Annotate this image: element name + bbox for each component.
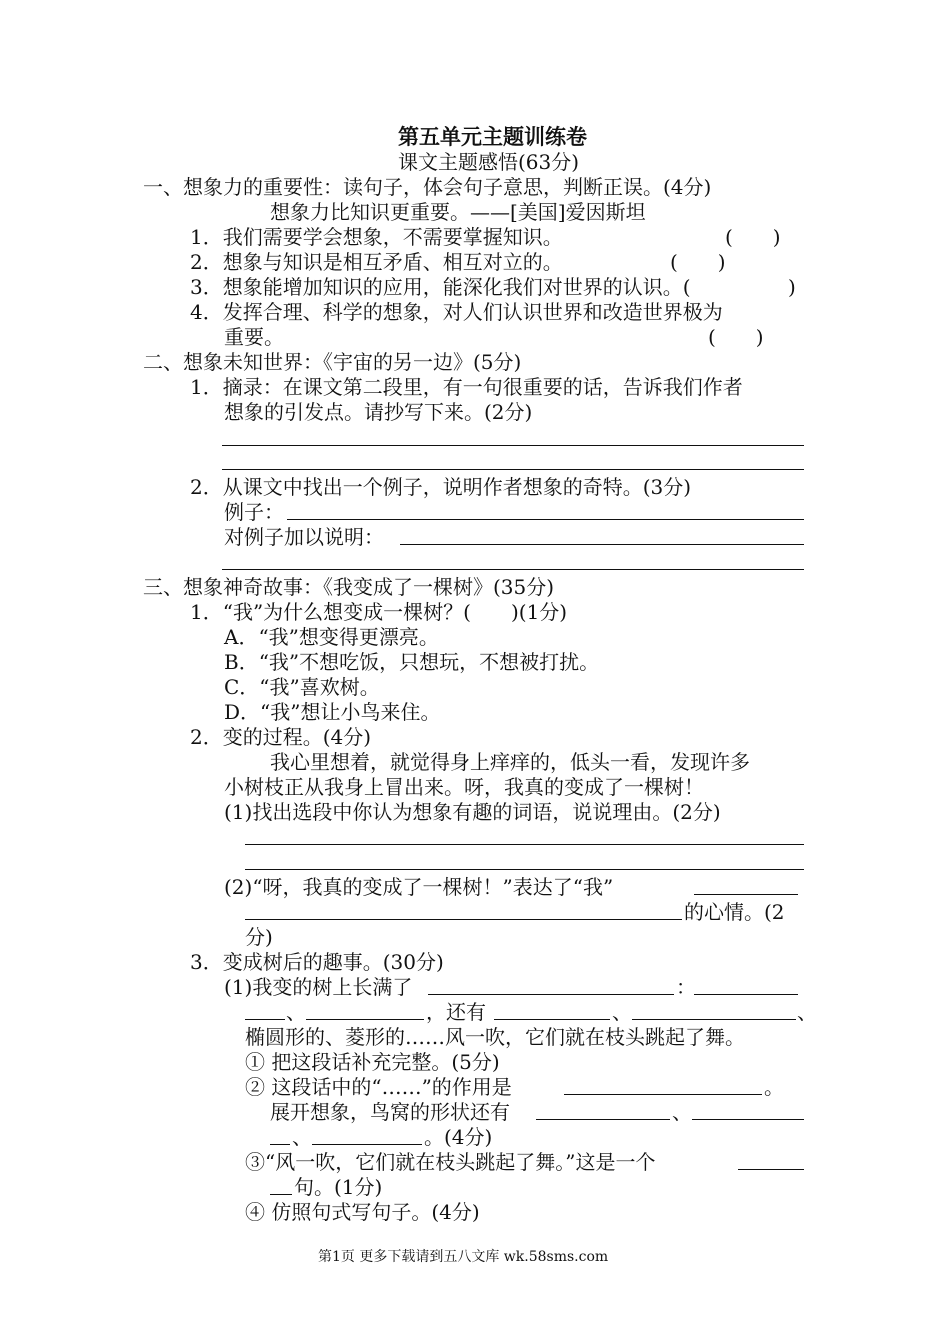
s2-q1-cont: 想象的引发点。请抄写下来。(2分) — [224, 400, 533, 424]
s1-q4-cont: 重要。 — [224, 325, 284, 349]
option-b: B．“我”不想吃饭，只想玩，不想被打扰。 — [224, 650, 600, 674]
dun-mark: 、 — [292, 1125, 312, 1149]
section-1-heading: 一、想象力的重要性：读句子，体会句子意思，判断正误。(4分) — [143, 175, 712, 199]
s3-q2-2-cont: 的心情。(2 — [684, 900, 785, 924]
s3-q2-2: (2)“呀，我真的变成了一棵树！”表达了“我” — [224, 875, 614, 899]
answer-line[interactable] — [494, 1019, 610, 1020]
answer-line[interactable] — [428, 994, 674, 995]
option-d: D．“我”想让小鸟来住。 — [224, 700, 441, 724]
answer-line[interactable] — [306, 1019, 424, 1020]
s3-q3-1: (1)我变的树上长满了 — [224, 975, 413, 999]
s2-q2: 2．从课文中找出一个例子，说明作者想象的奇特。(3分) — [190, 475, 692, 499]
colon: ： — [676, 975, 696, 999]
option-c: C．“我”喜欢树。 — [224, 675, 380, 699]
answer-line[interactable] — [270, 1194, 292, 1195]
page-footer: 第1页 更多下载请到五八文库 wk.58sms.com — [318, 1249, 609, 1265]
s1-q2: 2．想象与知识是相互矛盾、相互对立的。 — [190, 250, 563, 274]
answer-line[interactable] — [694, 994, 798, 995]
option-a: A．“我”想变得更漂亮。 — [224, 625, 439, 649]
answer-paren-close[interactable]: ) — [788, 275, 796, 299]
s1-q3: 3．想象能增加知识的应用，能深化我们对世界的认识。( — [190, 275, 691, 299]
answer-line[interactable] — [222, 569, 804, 570]
answer-paren[interactable]: ( ) — [725, 225, 781, 249]
answer-line[interactable] — [738, 1169, 804, 1170]
sub-q2-cont: 展开想象，鸟窝的形状还有 — [270, 1100, 510, 1124]
sub-q3: ③“风一吹，它们就在枝头跳起了舞。”这是一个 — [245, 1150, 656, 1174]
answer-line[interactable] — [245, 869, 804, 870]
answer-paren[interactable]: ( ) — [670, 250, 726, 274]
dun-mark: 、 — [286, 1000, 306, 1024]
page-subtitle: 课文主题感悟(63分) — [398, 150, 580, 174]
answer-line[interactable] — [245, 919, 682, 920]
example-label: 例子： — [224, 500, 284, 524]
also-text: ，还有 — [426, 1000, 486, 1024]
sub-q1: ① 把这段话补充完整。(5分) — [245, 1050, 500, 1074]
sub-q4: ④ 仿照句式写句子。(4分) — [245, 1200, 480, 1224]
answer-line[interactable] — [692, 1119, 804, 1120]
section-3-heading: 三、想象神奇故事：《我变成了一棵树》(35分) — [143, 575, 555, 599]
s3-q2-2-end: 分) — [245, 925, 273, 949]
answer-line[interactable] — [270, 1144, 290, 1145]
quote: 想象力比知识更重要。——[美国]爱因斯坦 — [270, 200, 646, 224]
dun-mark: 、 — [612, 1000, 632, 1024]
passage-line: 小树枝正从我身上冒出来。呀，我真的变成了一棵树！ — [224, 775, 704, 799]
sub-q2-score: 。(4分) — [424, 1125, 493, 1149]
s1-q1: 1．我们需要学会想象，不需要掌握知识。 — [190, 225, 563, 249]
s3-q3-1-cont: 椭圆形的、菱形的……风一吹，它们就在枝头跳起了舞。 — [245, 1025, 745, 1049]
section-2-heading: 二、想象未知世界：《宇宙的另一边》(5分) — [143, 350, 522, 374]
answer-line[interactable] — [287, 519, 804, 520]
answer-line[interactable] — [400, 544, 804, 545]
answer-line[interactable] — [694, 894, 798, 895]
s1-q4: 4．发挥合理、科学的想象，对人们认识世界和改造世界极为 — [190, 300, 723, 324]
s3-q2-1: (1)找出选段中你认为想象有趣的词语，说说理由。(2分) — [224, 800, 721, 824]
answer-line[interactable] — [245, 1019, 285, 1020]
answer-paren[interactable]: ( ) — [708, 325, 764, 349]
page-title: 第五单元主题训练卷 — [398, 124, 587, 149]
answer-line[interactable] — [222, 445, 804, 446]
answer-line[interactable] — [632, 1019, 796, 1020]
period: 。 — [764, 1075, 784, 1099]
answer-line[interactable] — [245, 844, 804, 845]
answer-line[interactable] — [312, 1144, 422, 1145]
s3-q2: 2．变的过程。(4分) — [190, 725, 372, 749]
s3-q3: 3．变成树后的趣事。(30分) — [190, 950, 444, 974]
answer-line[interactable] — [564, 1094, 762, 1095]
sub-q2: ② 这段话中的“……”的作用是 — [245, 1075, 512, 1099]
s2-q1: 1．摘录：在课文第二段里，有一句很重要的话，告诉我们作者 — [190, 375, 743, 399]
answer-line[interactable] — [222, 469, 804, 470]
answer-line[interactable] — [536, 1119, 670, 1120]
explain-label: 对例子加以说明： — [224, 525, 384, 549]
passage-line: 我心里想着，就觉得身上痒痒的，低头一看，发现许多 — [270, 750, 750, 774]
dun-mark: 、 — [797, 1000, 817, 1024]
s3-q1: 1．“我”为什么想变成一棵树？( )(1分) — [190, 600, 568, 624]
dun-mark: 、 — [672, 1100, 692, 1124]
sub-q3-cont: 句。(1分) — [294, 1175, 383, 1199]
